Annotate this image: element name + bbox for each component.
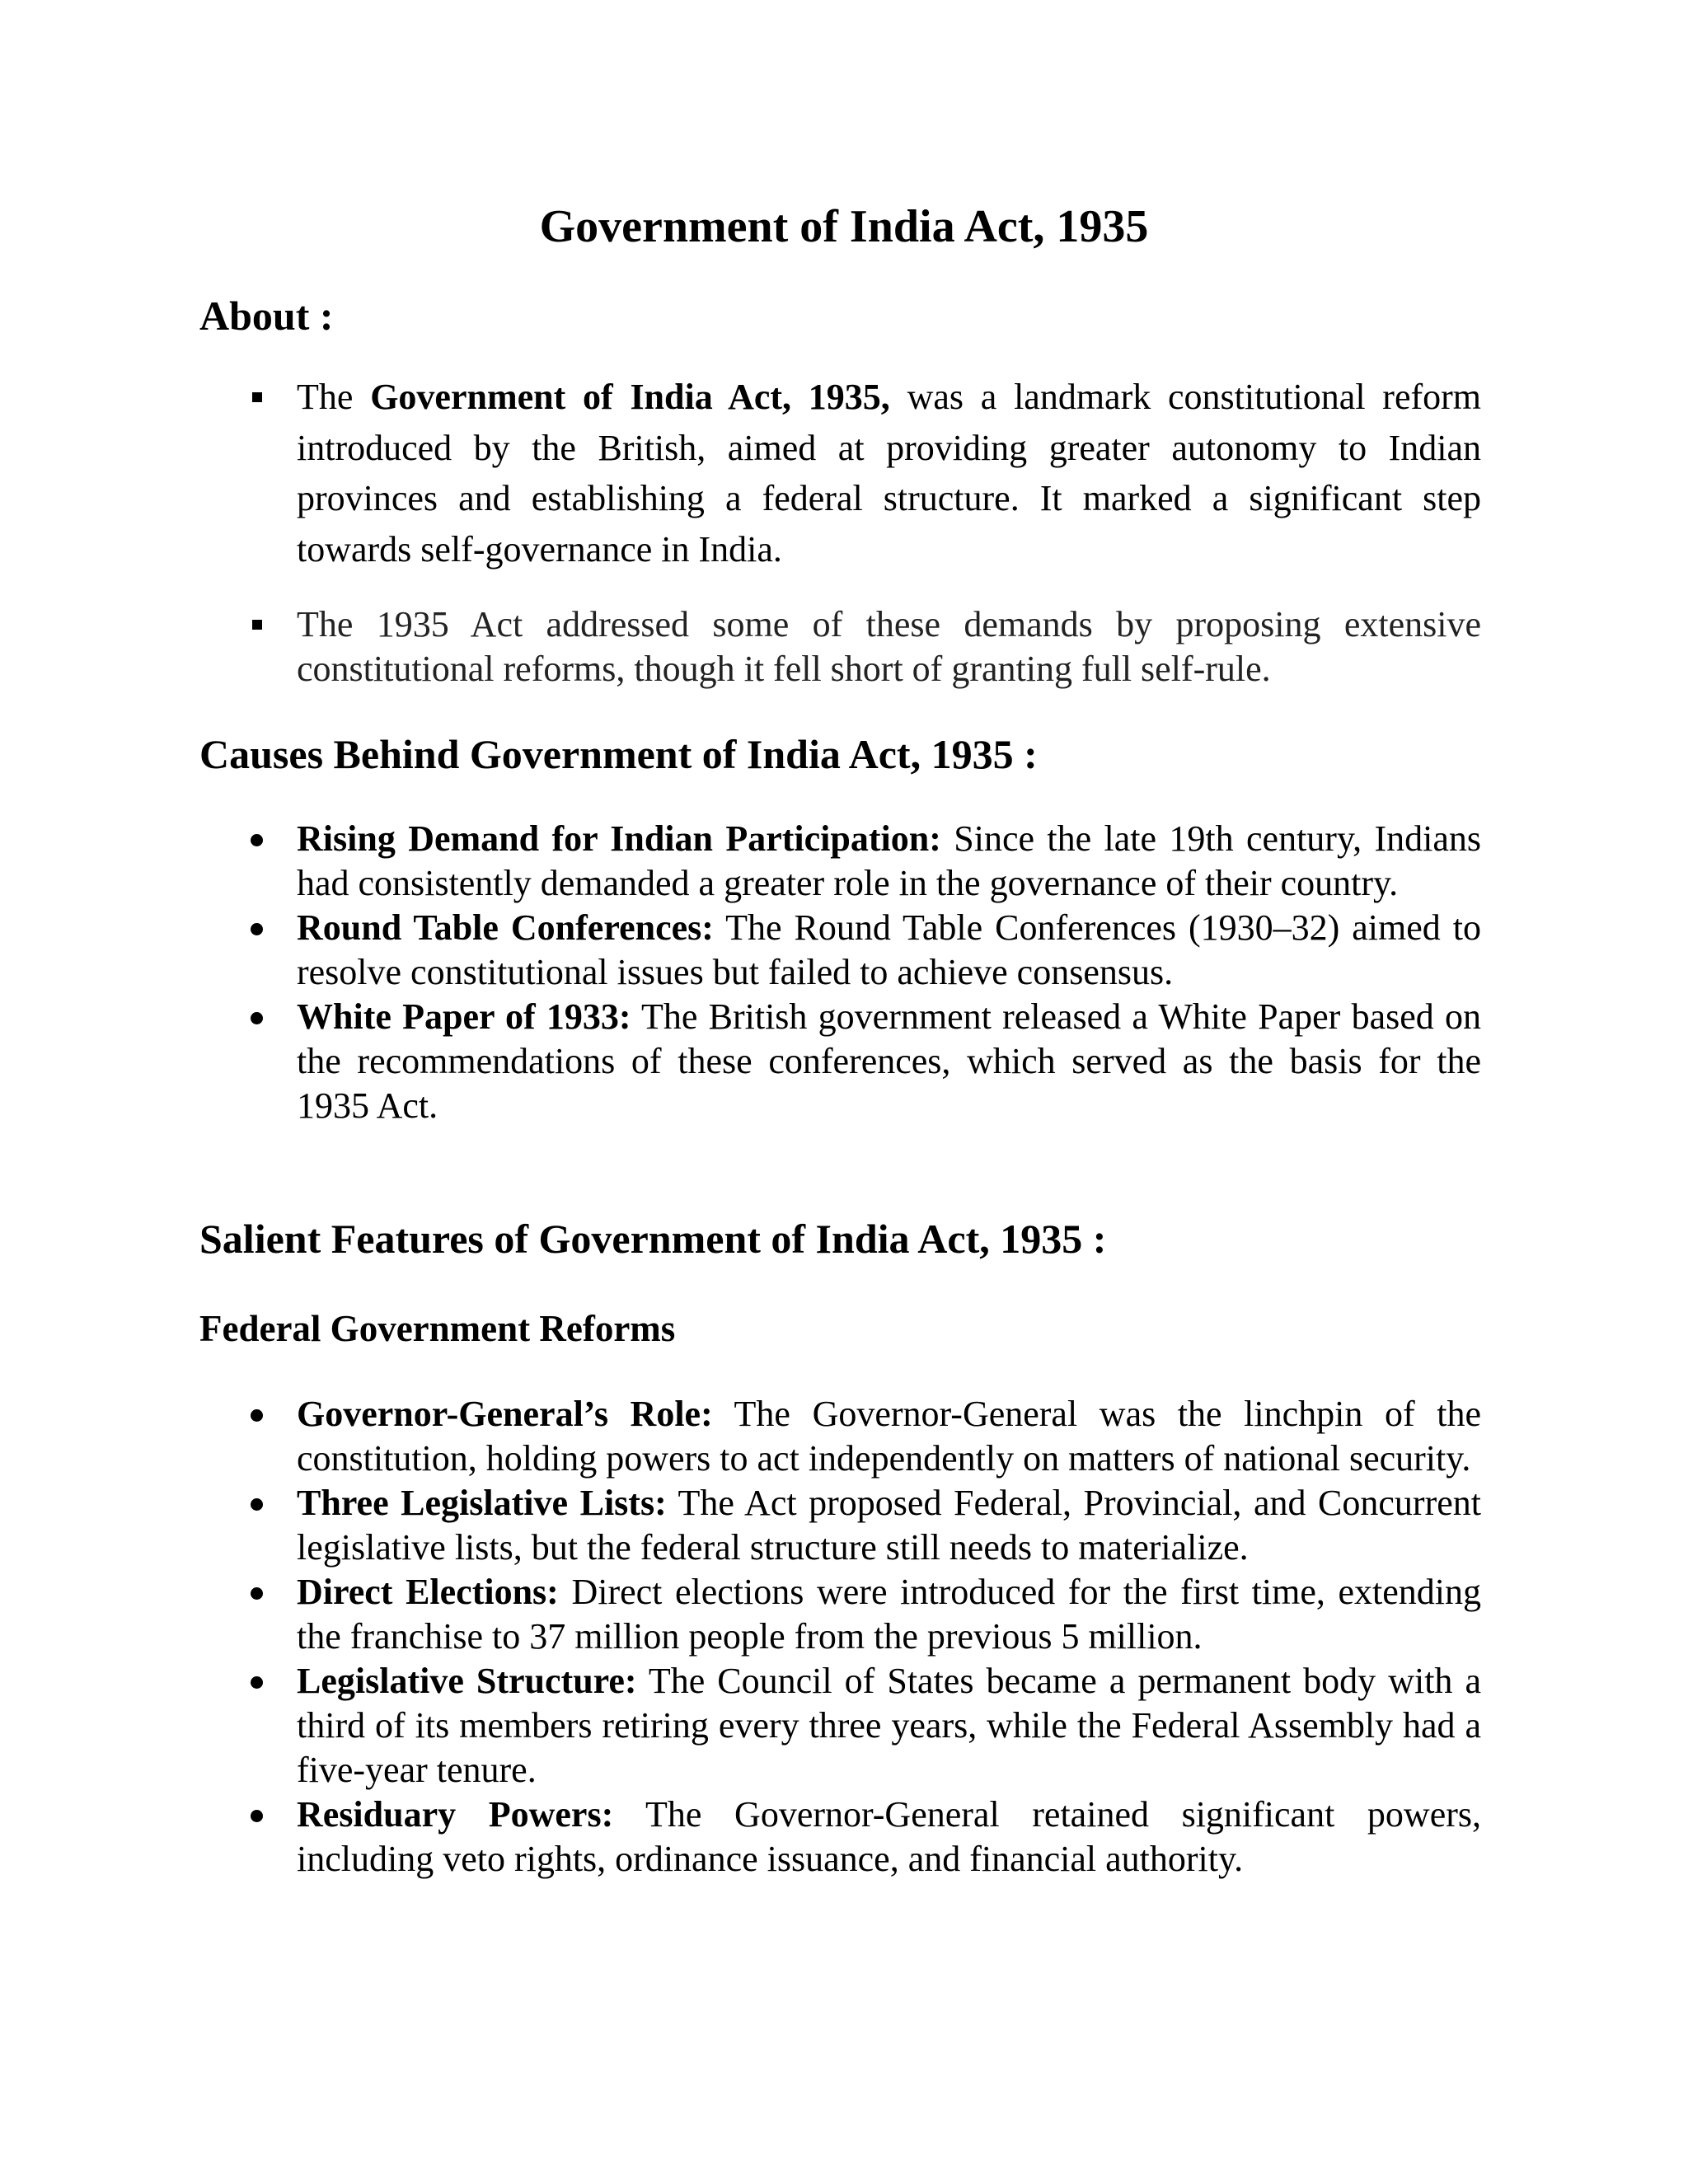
causes-item-2: Round Table Conferences: The Round Table Conferences (1930–32) aimed to resolve constitutional issues but failed to achieve consensus. bbox=[297, 906, 1481, 995]
about-item-1-bold: Government of India Act, 1935, bbox=[370, 377, 890, 417]
features-heading: Salient Features of Government of India Act, 1935 : bbox=[199, 1216, 1107, 1262]
features-item-4: Legislative Structure: The Council of States became a permanent body with a third of its members retiring every three years, while the Federal Assembly had a five-year tenure. bbox=[297, 1659, 1481, 1793]
features-item-1: Governor-General’s Role: The Governor-General was the linchpin of the constitution, holding powers to act independently on matters of national security. bbox=[297, 1392, 1481, 1481]
about-item-1: The Government of India Act, 1935, was a landmark constitutional reform introduced by the British, aimed at providing greater autonomy to Indian provinces and establishing a federal structure. It marked a significant step towards self-governance in India. bbox=[297, 372, 1481, 574]
causes-item-3: White Paper of 1933: The British government released a White Paper based on the recommendations of these conferences, which served as the basis for the 1935 Act. bbox=[297, 995, 1481, 1128]
bullet-icon bbox=[251, 834, 263, 846]
bullet-icon bbox=[251, 1810, 263, 1822]
about-list bbox=[297, 372, 1481, 691]
features-item-5: Residuary Powers: The Governor-General retained significant powers, including veto rights, ordinance issuance, and financial authority. bbox=[297, 1793, 1481, 1882]
bullet-icon bbox=[251, 923, 263, 935]
bullet-icon bbox=[251, 1012, 263, 1024]
about-heading: About : bbox=[199, 293, 334, 339]
causes-heading: Causes Behind Government of India Act, 1935 : bbox=[199, 731, 1038, 777]
features-item-3: Direct Elections: Direct elections were introduced for the first time, extending the franchise to 37 million people from the previous 5 million. bbox=[297, 1570, 1481, 1659]
page-title: Government of India Act, 1935 bbox=[539, 201, 1149, 252]
square-bullet-icon bbox=[252, 392, 262, 402]
square-bullet-icon bbox=[252, 620, 262, 630]
causes-list bbox=[297, 817, 1481, 1128]
features-list bbox=[297, 1392, 1481, 1882]
bullet-icon bbox=[251, 1587, 263, 1600]
bullet-icon bbox=[251, 1409, 263, 1422]
bullet-icon bbox=[251, 1676, 263, 1689]
federal-reforms-subheading: Federal Government Reforms bbox=[199, 1308, 676, 1349]
features-item-2: Three Legislative Lists: The Act proposed Federal, Provincial, and Concurrent legislative lists, but the federal structure still needs to materialize. bbox=[297, 1481, 1481, 1570]
causes-item-1: Rising Demand for Indian Participation: Since the late 19th century, Indians had consistently demanded a greater role in the governance of their country. bbox=[297, 817, 1481, 906]
about-item-2: The 1935 Act addressed some of these demands by proposing extensive constitutional reforms, though it fell short of granting full self-rule. bbox=[297, 602, 1481, 691]
bullet-icon bbox=[251, 1498, 263, 1511]
